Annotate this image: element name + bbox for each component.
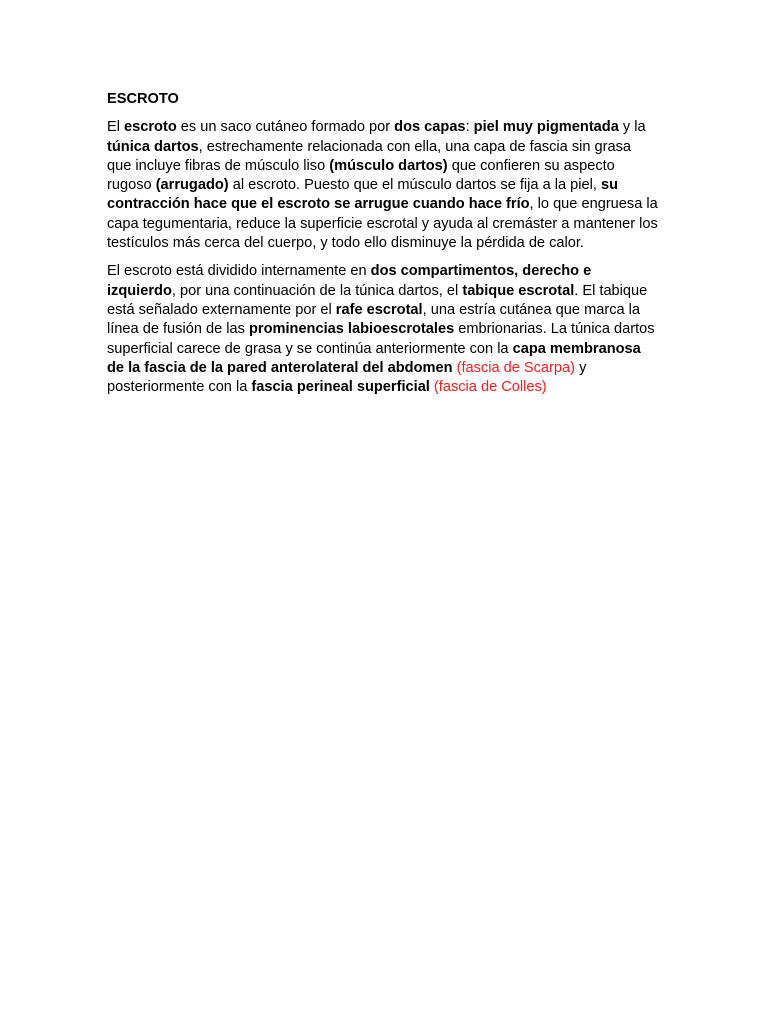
paragraph-1: [107, 118, 659, 253]
text-run: dos capas: [394, 119, 466, 136]
text-run: dos compartimentos, derecho e izquierdo: [107, 263, 592, 299]
text-run: (músculo dartos): [329, 157, 448, 174]
text-run: capa membranosa de la fascia de la pared anterolateral del abdomen: [107, 340, 641, 376]
text-run: es un saco cutáneo formado por: [176, 119, 395, 136]
text-run: , una estría cutánea que marca la línea de fusión de las: [107, 301, 641, 338]
text-run: (fascia de Colles): [433, 379, 547, 396]
text-run: su contracción hace que el escroto se arrugue cuando hace frío: [107, 177, 619, 213]
text-run: y posteriormente con la: [107, 359, 587, 396]
text-run: tabique escrotal: [462, 282, 575, 299]
text-run: , lo que engruesa la capa tegumentaria, reduce la superficie escrotal y ayuda al cremáster a mantener los testículos más cerca del cuerpo, y todo ello disminuye la pérdida de calor.: [107, 196, 658, 252]
text-run: El escroto está dividido internamente en: [107, 263, 371, 280]
text-run: :: [465, 119, 474, 136]
text-run: , estrechamente relacionada con ella, una capa de fascia sin grasa que incluye fibras de músculo liso: [107, 138, 632, 174]
text-run: (fascia de Scarpa): [456, 359, 576, 376]
paragraph-2: [107, 262, 659, 397]
document-title: ESCROTO: [107, 91, 179, 107]
text-run: piel muy pigmentada: [473, 119, 619, 136]
text-run: túnica dartos: [107, 138, 199, 155]
text-run: (arrugado): [155, 177, 229, 194]
text-run: que confieren su aspecto rugoso: [107, 157, 615, 194]
text-run: embrionarias. La túnica dartos superficial carece de grasa y se continúa anteriormente con la: [107, 321, 655, 357]
text-run: prominencias labioescrotales: [248, 321, 455, 338]
text-run: al escroto. Puesto que el músculo dartos se fija a la piel,: [228, 177, 601, 194]
text-run: , por una continuación de la túnica dartos, el: [171, 282, 463, 299]
document-page: [107, 90, 659, 406]
text-run: escroto: [124, 119, 177, 136]
text-run: . El tabique está señalado externamente por el: [107, 282, 648, 318]
text-run: El: [107, 119, 125, 136]
text-run: fascia perineal superficial: [251, 379, 430, 396]
text-run: rafe escrotal: [335, 301, 423, 318]
text-run: y la: [618, 119, 646, 136]
